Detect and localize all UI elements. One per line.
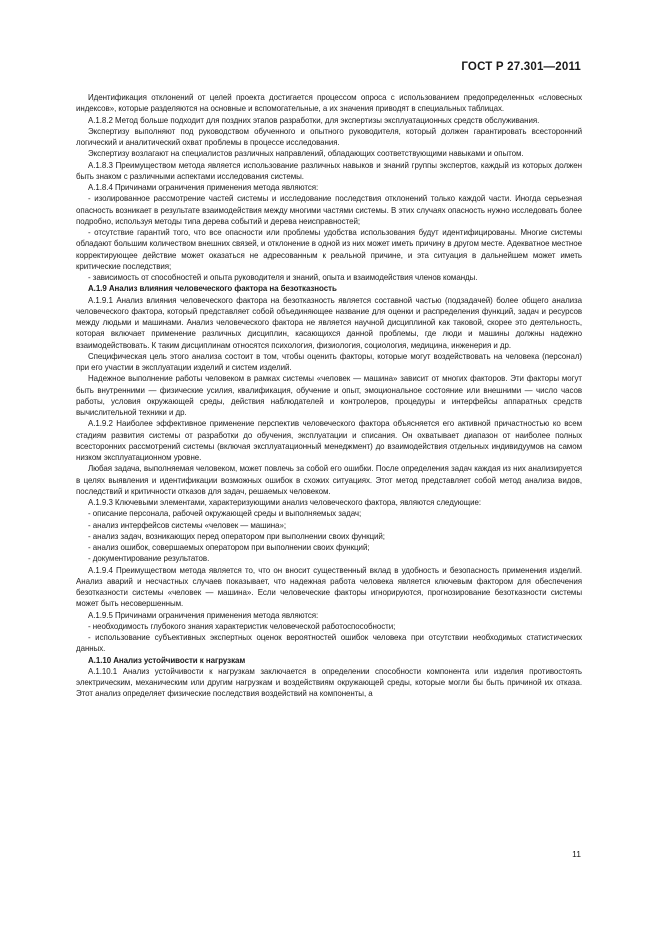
paragraph: Экспертизу выполняют под руководством обученного и опытного руководителя, который должен гарантировать всесторонний логический и аналитический охват проблемы в процессе исследования. — [76, 126, 582, 147]
section-heading: А.1.10 Анализ устойчивости к нагрузкам — [88, 655, 246, 665]
list-item: - анализ задач, возникающих перед оператором при выполнении своих функций; — [88, 531, 385, 541]
paragraph: А.1.8.4 Причинами ограничения применения метода являются: — [88, 183, 319, 192]
paragraph: А.1.9.4 Преимуществом метода является то, что он вносит существенный вклад в удобность и безопасность применения изделий. Анализ аварий и несчастных случаев показывает, что надежная работа человека является ключевым фактором для обеспечения безотказности системы «человек — машина». Если человеческие факторы игнорируются, прогнозирование безотказности системы может быть несовершенным. — [76, 565, 582, 609]
paragraph: А.1.9.2 Наиболее эффективное применение перспектив человеческого фактора объясняется его активной причастностью ко всем стадиям развития системы от разработки до обучения, эксплуатации и списания. Он охватывает диапазон от наиболее полных всесторонних рассмотрений системы (включая эксплуатационный менеджмент) до взаимодействия отдельных индивидуумов на самом низком эксплуатационном уровне. — [76, 419, 582, 462]
list-item: - необходимость глубокого знания характеристик человеческой работоспособности; — [88, 621, 396, 631]
list-item: - зависимость от способностей и опыта руководителя и знаний, опыта и взаимодействия членов команды. — [88, 273, 478, 282]
list-item: - описание персонала, рабочей окружающей среды и выполняемых задач; — [88, 509, 362, 519]
paragraph: Специфическая цель этого анализа состоит в том, чтобы оценить факторы, которые могут воздействовать на человека (персонал) при его участии в эксплуатации изделий и систем изделий. — [76, 351, 582, 372]
list-item: - отсутствие гарантий того, что все опасности или проблемы удобства использования будут идентифицированы. Многие системы обладают большим количеством внешних связей, и отклонение в одной из них может иметь причину в другом месте. Адекватное местное корректирующее действие может оказаться не адресованным к реальной причине, и эта ситуация в дальнейшем может иметь критические последствия; — [76, 228, 582, 271]
document-id: ГОСТ Р 27.301—2011 — [461, 61, 581, 73]
paragraph: Идентификация отклонений от целей проекта достигается процессом опроса с использованием предопределенных «словесных индексов», которые разделяются на основные и вспомогательные, а их значения приводят в специальных таблицах. — [76, 93, 582, 114]
list-item: - анализ интерфейсов системы «человек — машина»; — [88, 520, 287, 530]
paragraph: А.1.9.3 Ключевыми элементами, характеризующими анализ человеческого фактора, являются следующие: — [88, 498, 482, 507]
list-item: - изолированное рассмотрение частей системы и исследование последствия отклонений только каждой части. Иногда серьезная опасность возникает в результате взаимодействия между многими частями системы. В этих случаях опасность нужно исследовать более подробно, используя методы типа дерева событий и дерева неисправностей; — [76, 194, 582, 226]
list-item: - анализ ошибок, совершаемых оператором при выполнении своих функций; — [88, 543, 370, 552]
document-body — [76, 92, 582, 700]
paragraph: А.1.8.2 Метод больше подходит для поздних этапов разработки, для экспертизы эксплуатационных средств обслуживания. — [88, 115, 540, 125]
section-heading: А.1.9 Анализ влияния человеческого фактора на безотказность — [88, 284, 337, 294]
paragraph: Экспертизу возлагают на специалистов различных направлений, обладающих соответствующими навыками и опытом. — [88, 149, 524, 159]
list-item: - использование субъективных экспертных оценок вероятностей ошибок человека при отсутствии необходимых статистических данных. — [76, 633, 582, 654]
paragraph: А.1.9.5 Причинами ограничения применения метода являются: — [88, 610, 319, 620]
paragraph: А.1.10.1 Анализ устойчивости к нагрузкам заключается в определении способности компонента или изделия противостоять электрическим, механическим или другим нагрузкам и воздействиям окружающей среды, которые могли бы быть причиной их отказа. Этот анализ определяет физические последствия воздействий на компоненты, а — [76, 666, 582, 699]
list-item: - документирование результатов. — [88, 554, 210, 564]
paragraph: Любая задача, выполняемая человеком, может повлечь за собой его ошибки. После определения задач каждая из них анализируется в целях выявления и идентификации возможных ошибок в схожих ситуациях. Этот метод представляет собой метод анализа видов, последствий и критичности отказов для задач, решаемых человеком. — [76, 464, 582, 496]
page-number: 11 — [572, 849, 581, 859]
paragraph: А.1.9.1 Анализ влияния человеческого фактора на безотказность является составной частью (подзадачей) более общего анализа человеческого фактора, который представляет собой объединяющее название для оценки и распределения функций, задач и ресурсов между людьми и машинами. Анализ человеческого фактора не является научной дисциплиной как таковой, скорее это деятельность, которая включает применение различных дисциплин, касающихся данной проблемы, где люди и машины должны надежно взаимодействовать. К таким дисциплинам относятся психология, физиология, социология, медицина, инженерия и др. — [76, 295, 582, 350]
paragraph: Надежное выполнение работы человеком в рамках системы «человек — машина» зависит от многих факторов. Эти факторы могут быть внутренними — физические усилия, квалификация, обучение и опыт, эмоциональное состояние или внешними — число часов работы, условия окружающей среды, действия наблюдателей и контролеров, процедуры и интерфейсы аппаратных средств вычислительной техники и др. — [76, 374, 582, 417]
paragraph: А.1.8.3 Преимуществом метода является использование различных навыков и знаний группы экспертов, каждый из которых должен быть знаком с различными аспектами исследования системы. — [76, 160, 582, 181]
